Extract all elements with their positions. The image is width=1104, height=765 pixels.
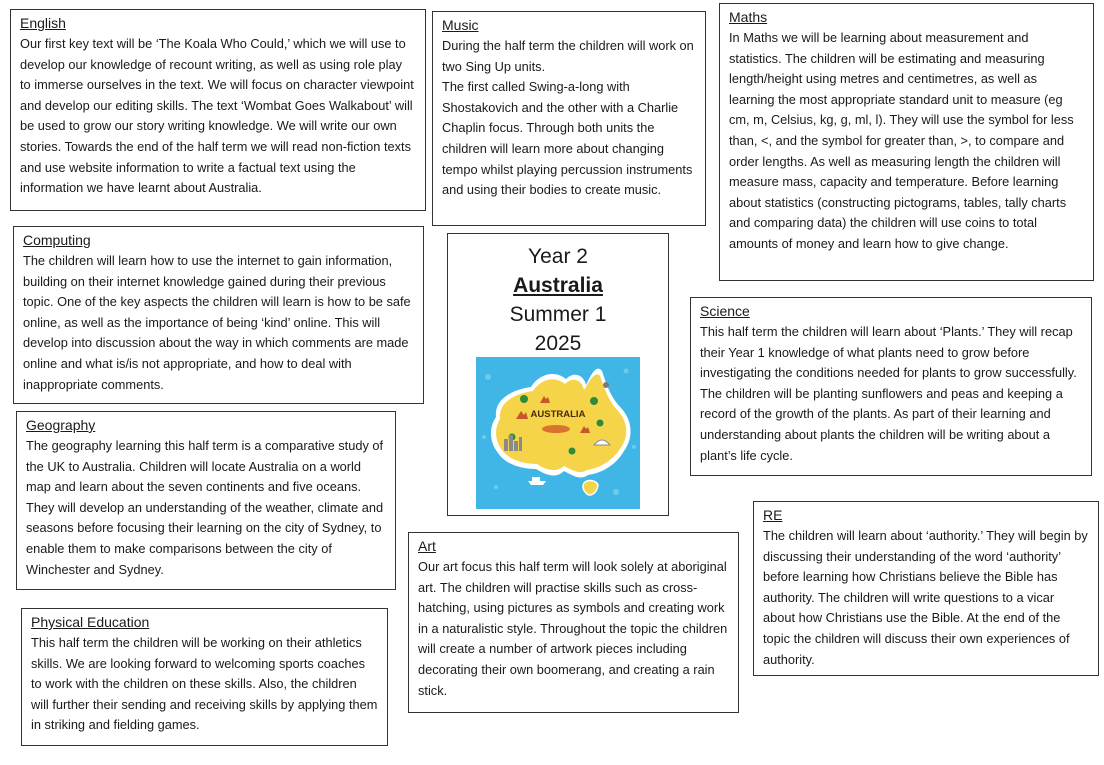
geography-box — [16, 411, 396, 590]
re-heading: RE — [763, 507, 783, 523]
re-text: The children will learn about ‘authority.’ They will begin by discussing their understanding of the word ‘authority’ before learning how Christians believe the Bible has authority. The children will write questions to a vicar about how Christians use the Bible. At the end of the topic the children will discuss their own experiences of authority. — [763, 528, 1088, 667]
science-text: This half term the children will learn about ‘Plants.’ They will recap their Year 1 knowledge of what plants need to grow before investigating the conditions needed for plants to grow successfully. The children will be planting sunflowers and peas and keeping a record of the growth of the plants. As part of their learning and understanding about plants the children will be writing about a plant’s life cycle. — [700, 324, 1077, 463]
music-text-1: During the half term the children will work on two Sing Up units. — [442, 38, 694, 74]
maths-heading: Maths — [729, 9, 768, 25]
geography-heading: Geography — [26, 417, 96, 433]
year-date: 2025 — [534, 332, 582, 355]
music-heading: Music — [442, 17, 479, 33]
maths-text: In Maths we will be learning about measurement and statistics. The children will be estimating and measuring length/height using metres and centimetres, as well as learning the most appropriate standard unit to measure (eg cm, m, Celsius, kg, g, ml, l). They will use the symbol for less than, <, and the symbol for greater than, >, to compare and order lengths. As well as measuring length the children will measure mass, capacity and temperature. Before learning about statistics (constructing pictograms, tables, tally charts and comparing data) the children will use coins to total amounts of money and learn how to give change. — [729, 30, 1074, 251]
english-heading: English — [20, 15, 66, 31]
geography-text: The geography learning this half term is a comparative study of the UK to Australia. Children will locate Australia on a world map and learn about the seven continents and five oceans. They will develop an understanding of the weather, climate and seasons before focusing their learning on the city of Sydney, to enable them to make comparisons between the city of Winchester and Sydney. — [26, 438, 384, 577]
english-box — [10, 9, 426, 211]
art-heading: Art — [418, 538, 436, 554]
music-box — [432, 11, 706, 226]
english-text: Our first key text will be ‘The Koala Who Could,’ which we will use to develop our knowledge of recount writing, as well as using role play to immerse ourselves in the text. We will focus on character viewpoint and develop our editing skills. The text ‘Wombat Goes Walkabout’ will be used to grow our story writing knowledge. We will write our own stories. Towards the end of the half term we will read non-fiction texts and use website information to write a factual text using the information we have learnt about Australia. — [20, 36, 414, 196]
pe-box — [21, 608, 388, 746]
science-box — [690, 297, 1092, 476]
art-box — [408, 532, 739, 713]
term-title: Summer 1 — [509, 303, 607, 326]
science-heading: Science — [700, 303, 750, 319]
year-title: Year 2 — [528, 245, 588, 268]
computing-text: The children will learn how to use the internet to gain information, building on their internet knowledge gained during their previous topic. One of the key aspects the children will learn is how to be safe online, as well as the importance of being ‘kind’ online. This will develop into discussion about the way in which comments are made online and what is/is not appropriate, and how to deal with inappropriate comments. — [23, 253, 411, 392]
map-label: AUSTRALIA — [530, 409, 586, 420]
pe-text: This half term the children will be working on their athletics skills. We are looking forward to welcoming sports coaches to work with the children on these skills. Also, the children will further their sending and receiving skills by applying them in striking and fielding games. — [31, 635, 378, 733]
computing-box — [13, 226, 424, 404]
australia-map-illustration — [476, 357, 640, 509]
topic-title-panel — [447, 233, 669, 516]
music-text-2: The first called Swing-a-long with Shostakovich and the other with a Charlie Chaplin focus. Through both units the children will learn more about changing tempo whilst playing percussion instruments and using their bodies to create music. — [442, 79, 693, 198]
maths-box — [719, 3, 1094, 281]
art-text: Our art focus this half term will look solely at aboriginal art. The children will practise skills such as cross-hatching, using pictures as symbols and creating work in a naturalistic style. Throughout the topic the children will create a number of artwork pieces including decorating their own boomerang, and creating a rain stick. — [418, 559, 728, 698]
pe-heading: Physical Education — [31, 614, 150, 630]
computing-heading: Computing — [23, 232, 91, 248]
re-box — [753, 501, 1099, 676]
topic-title: Australia — [513, 274, 603, 297]
